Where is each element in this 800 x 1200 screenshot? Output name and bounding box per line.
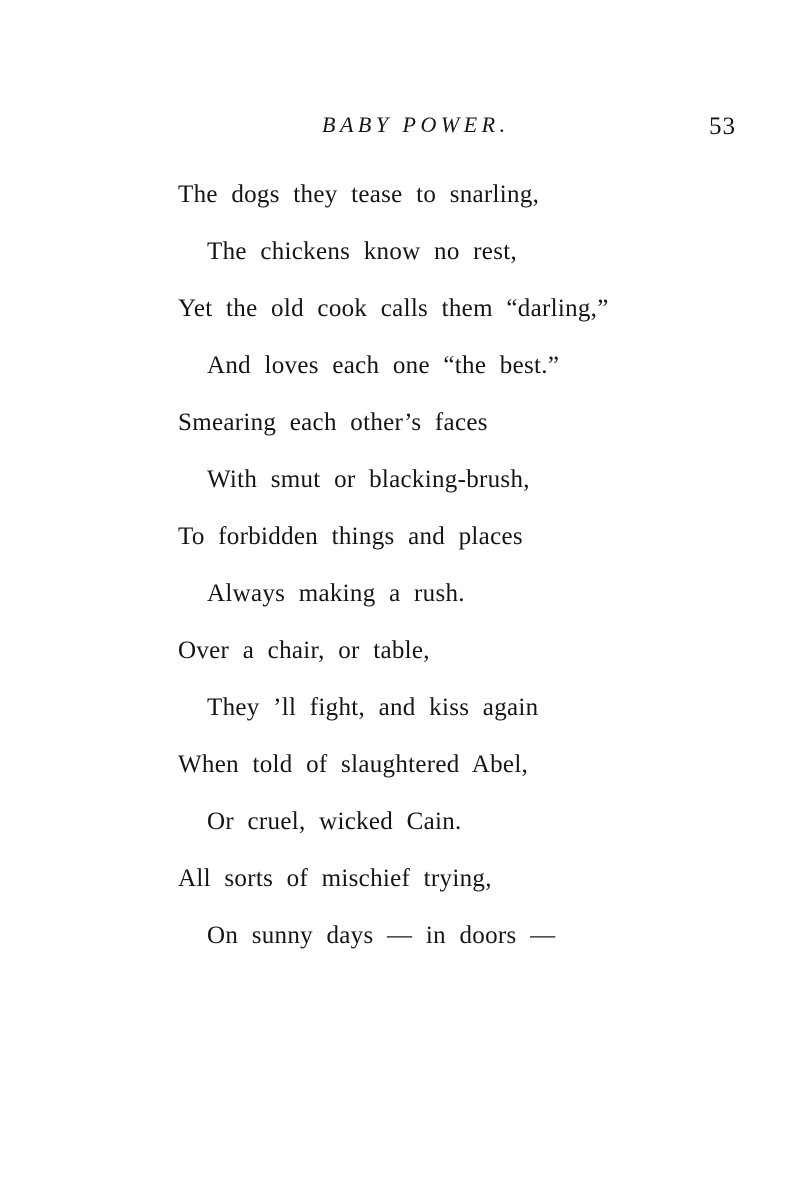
poem-line: All sorts of mischief trying, [178,865,492,892]
poem-line: When told of slaughtered Abel, [178,751,529,778]
poem-line: Over a chair, or table, [178,637,430,664]
poem-line: The dogs they tease to snarling, [178,181,540,208]
poem-line: Or cruel, wicked Cain. [207,808,462,835]
poem-line: To forbidden things and places [178,523,523,550]
poem-line: With smut or blacking-brush, [207,466,530,493]
running-title: BABY POWER. [322,112,510,137]
poem-line: The chickens know no rest, [207,238,518,265]
poem-line: Smearing each other’s faces [178,409,488,436]
poem-line: On sunny days — in doors — [207,922,556,949]
poem-line: And loves each one “the best.” [207,352,560,379]
poem-line: Always making a rush. [207,580,465,607]
poem-line: They ’ll fight, and kiss again [207,694,539,721]
page-number: 53 [709,113,736,140]
poem-line: Yet the old cook calls them “darling,” [178,295,609,322]
